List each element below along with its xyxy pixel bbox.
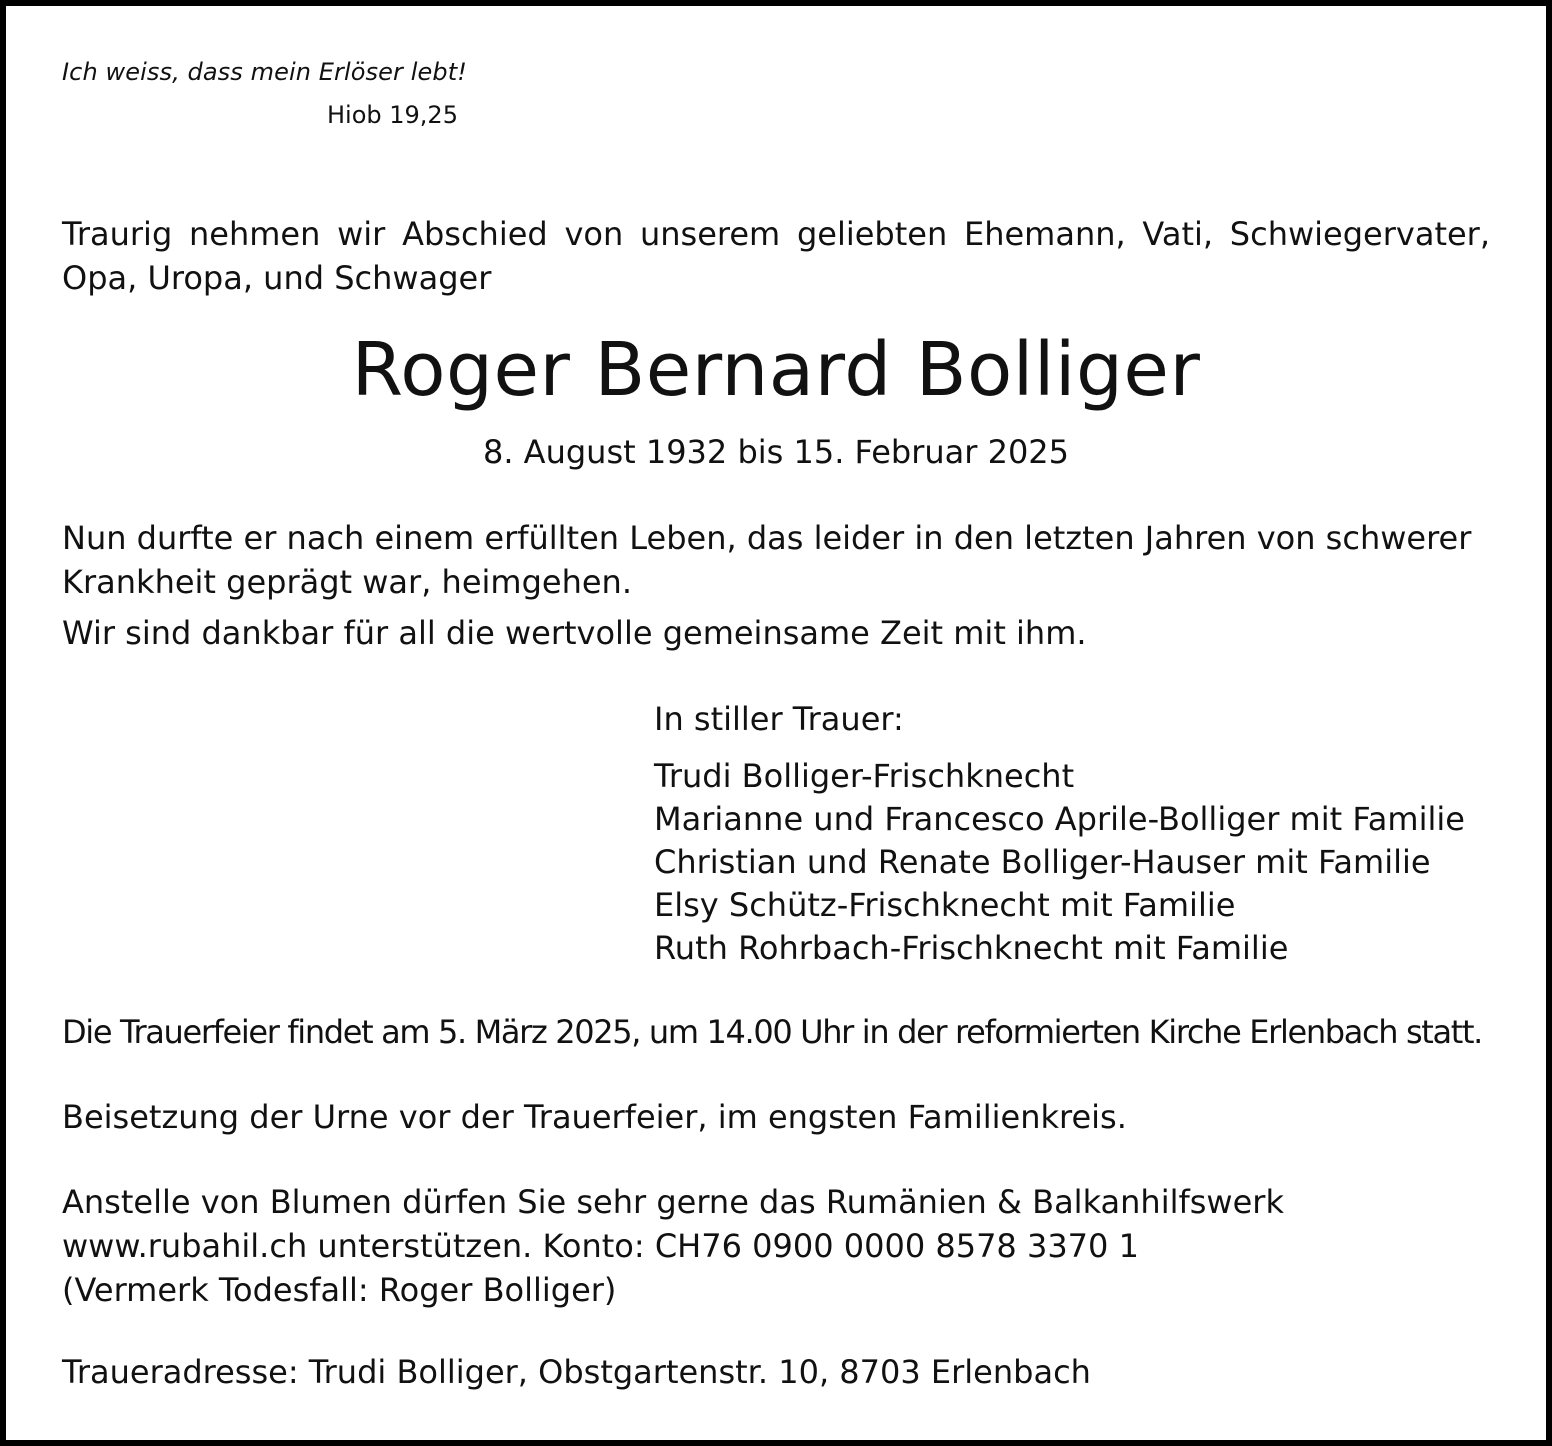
mourners-block bbox=[654, 698, 1465, 970]
message-line-2: Krankheit geprägt war, heimgehen. bbox=[62, 563, 632, 601]
bible-verse: Ich weiss, dass mein Erlöser lebt! bbox=[62, 58, 467, 86]
intro-paragraph bbox=[62, 212, 1490, 300]
gratitude-line: Wir sind dankbar für all die wertvolle gemeinsame Zeit mit ihm. bbox=[62, 614, 1087, 652]
intro-line-1: Traurig nehmen wir Abschied von unserem geliebten Ehemann, Vati, Schwiegervater, bbox=[62, 215, 1490, 253]
donation-info bbox=[62, 1180, 1284, 1312]
mourner-name: Trudi Bolliger-Frischknecht bbox=[654, 757, 1075, 795]
donation-line-2: www.rubahil.ch unterstützen. Konto: CH76 0900 0000 8578 3370 1 bbox=[62, 1227, 1139, 1265]
deceased-name: Roger Bernard Bolliger bbox=[351, 327, 1201, 413]
intro-line-2: Opa, Uropa, und Schwager bbox=[62, 259, 492, 297]
donation-line-3: (Vermerk Todesfall: Roger Bolliger) bbox=[62, 1271, 617, 1309]
mourning-address: Traueradresse: Trudi Bolliger, Obstgartenstr. 10, 8703 Erlenbach bbox=[62, 1353, 1091, 1391]
mourner-name: Christian und Renate Bolliger-Hauser mit Familie bbox=[654, 843, 1431, 881]
bible-verse-reference: Hiob 19,25 bbox=[327, 101, 458, 129]
life-dates: 8. August 1932 bis 15. Februar 2025 bbox=[482, 433, 1070, 471]
mourner-name: Ruth Rohrbach-Frischknecht mit Familie bbox=[654, 929, 1289, 967]
urn-burial-info: Beisetzung der Urne vor der Trauerfeier, im engsten Familienkreis. bbox=[62, 1098, 1127, 1136]
message-line-1: Nun durfte er nach einem erfüllten Leben, das leider in den letzten Jahren von schwerer bbox=[62, 519, 1472, 557]
message-paragraph bbox=[62, 516, 1471, 604]
donation-line-1: Anstelle von Blumen dürfen Sie sehr gerne das Rumänien & Balkanhilfswerk bbox=[62, 1183, 1284, 1221]
funeral-service-info: Die Trauerfeier findet am 5. März 2025, um 14.00 Uhr in der reformierten Kirche Erlenbach statt. bbox=[62, 1013, 1482, 1051]
mourners-heading: In stiller Trauer: bbox=[654, 700, 904, 738]
mourner-name: Elsy Schütz-Frischknecht mit Familie bbox=[654, 886, 1236, 924]
mourner-name: Marianne und Francesco Aprile-Bolliger mit Familie bbox=[654, 800, 1465, 838]
